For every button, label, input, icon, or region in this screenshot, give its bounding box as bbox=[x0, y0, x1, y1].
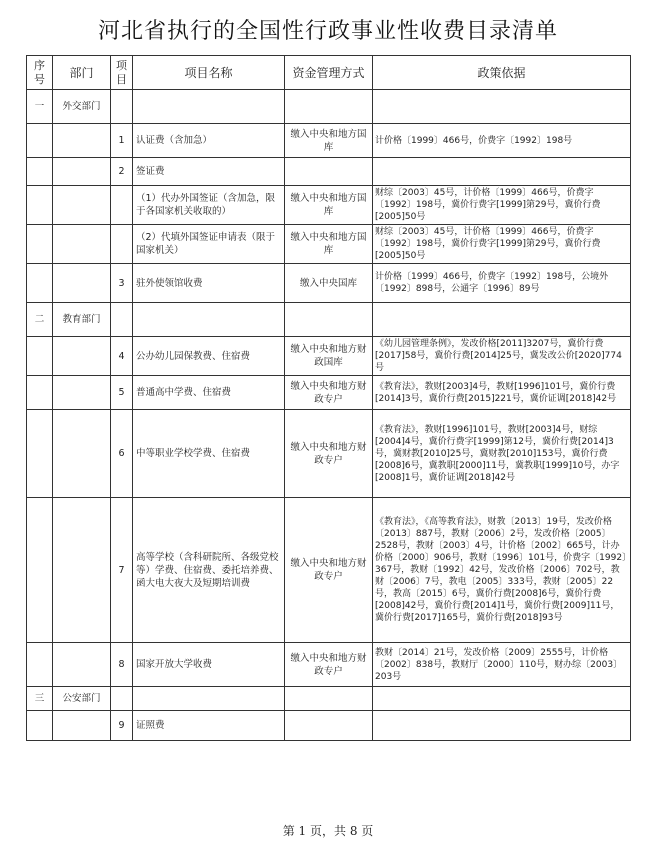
row-item-no: 6 bbox=[111, 410, 133, 498]
row-dept: 教育部门 bbox=[53, 303, 111, 337]
row-policy: 财综〔2003〕45号，计价格〔1999〕466号，价费字〔1992〕198号，冀价行费字[1999]第29号，冀价行费[2005]50号 bbox=[373, 186, 631, 225]
row-item-name: 国家开放大学收费 bbox=[133, 643, 285, 687]
row-policy: 《教育法》，教财[2003]4号，教财[1996]101号，冀价行费[2014]3号，冀价行费[2015]221号，冀价证调[2018]42号 bbox=[373, 376, 631, 410]
row-item-name: 普通高中学费、住宿费 bbox=[133, 376, 285, 410]
row-item-no bbox=[111, 90, 133, 124]
row-fund-mgmt bbox=[285, 90, 373, 124]
row-policy bbox=[373, 687, 631, 711]
row-policy bbox=[373, 90, 631, 124]
header-policy: 政策依据 bbox=[373, 56, 631, 90]
table-row bbox=[27, 264, 631, 303]
row-dept bbox=[53, 186, 111, 225]
row-item-name: 证照费 bbox=[133, 711, 285, 741]
row-fund-mgmt: 缴入中央和地方财政专户 bbox=[285, 376, 373, 410]
row-dept: 公安部门 bbox=[53, 687, 111, 711]
row-dept bbox=[53, 498, 111, 643]
row-item-name: 驻外使领馆收费 bbox=[133, 264, 285, 303]
table-row bbox=[27, 303, 631, 337]
row-seq: 二 bbox=[27, 303, 53, 337]
row-fund-mgmt bbox=[285, 303, 373, 337]
row-item-name: 中等职业学校学费、住宿费 bbox=[133, 410, 285, 498]
row-fund-mgmt: 缴入中央和地方财政专户 bbox=[285, 498, 373, 643]
table-row bbox=[27, 687, 631, 711]
row-fund-mgmt: 缴入中央和地方财政专户 bbox=[285, 643, 373, 687]
row-seq bbox=[27, 158, 53, 186]
row-policy: 计价格〔1999〕466号，价费字〔1992〕198号 bbox=[373, 124, 631, 158]
header-fund-mgmt: 资金管理方式 bbox=[285, 56, 373, 90]
row-item-no bbox=[111, 303, 133, 337]
row-policy: 《教育法》，教财[1996]101号，教财[2003]4号，财综[2004]4号，冀价行费字[1999]第12号，冀价行费[2014]3号，冀财教[2010]25号，冀财教[2010]153号，冀价行费[2008]6号，冀教职[2000]11号，冀教职[1999]10号，办字[2008]1号，冀价证调[2018]42号 bbox=[373, 410, 631, 498]
row-item-no: 8 bbox=[111, 643, 133, 687]
header-item-name: 项目名称 bbox=[133, 56, 285, 90]
row-policy: 计价格〔1999〕466号，价费字〔1992〕198号，公境外〔1992〕898号，公通字〔1996〕89号 bbox=[373, 264, 631, 303]
row-seq bbox=[27, 711, 53, 741]
table-row bbox=[27, 124, 631, 158]
row-item-name: （2）代填外国签证申请表（限于国家机关） bbox=[133, 225, 285, 264]
row-item-name bbox=[133, 90, 285, 124]
row-fund-mgmt: 缴入中央和地方国库 bbox=[285, 186, 373, 225]
row-seq bbox=[27, 410, 53, 498]
row-item-no bbox=[111, 687, 133, 711]
row-item-no: 2 bbox=[111, 158, 133, 186]
row-dept bbox=[53, 337, 111, 376]
row-policy: 财综〔2003〕45号，计价格〔1999〕466号，价费字〔1992〕198号，冀价行费字[1999]第29号，冀价行费[2005]50号 bbox=[373, 225, 631, 264]
row-dept: 外交部门 bbox=[53, 90, 111, 124]
row-item-name bbox=[133, 303, 285, 337]
row-dept bbox=[53, 158, 111, 186]
row-fund-mgmt: 缴入中央和地方财政国库 bbox=[285, 337, 373, 376]
table-row bbox=[27, 337, 631, 376]
row-item-name bbox=[133, 687, 285, 711]
table-row bbox=[27, 90, 631, 124]
row-dept bbox=[53, 376, 111, 410]
row-fund-mgmt bbox=[285, 711, 373, 741]
row-policy: 《幼儿园管理条例》，发改价格[2011]3207号，冀价行费[2017]58号，冀价行费[2014]25号，冀发改公价[2020]774号 bbox=[373, 337, 631, 376]
row-policy bbox=[373, 711, 631, 741]
row-item-name: 高等学校（含科研院所、各级党校等）学费、住宿费、委托培养费、函大电大夜大及短期培训费 bbox=[133, 498, 285, 643]
row-dept bbox=[53, 264, 111, 303]
page-title: 河北省执行的全国性行政事业性收费目录清单 bbox=[97, 19, 558, 44]
row-fund-mgmt bbox=[285, 687, 373, 711]
row-item-no bbox=[111, 225, 133, 264]
table-row bbox=[27, 225, 631, 264]
row-seq bbox=[27, 376, 53, 410]
row-item-name: （1）代办外国签证（含加急，限于各国家机关收取的） bbox=[133, 186, 285, 225]
header-dept: 部门 bbox=[53, 56, 111, 90]
row-dept bbox=[53, 711, 111, 741]
row-seq bbox=[27, 264, 53, 303]
table-row bbox=[27, 711, 631, 741]
row-seq: 三 bbox=[27, 687, 53, 711]
table-header-row bbox=[27, 56, 631, 90]
row-policy: 教财〔2014〕21号，发改价格〔2009〕2555号，计价格〔2002〕838号，教财厅〔2000〕110号，财办综〔2003〕203号 bbox=[373, 643, 631, 687]
row-dept bbox=[53, 410, 111, 498]
table-row bbox=[27, 376, 631, 410]
row-policy bbox=[373, 303, 631, 337]
table-row bbox=[27, 158, 631, 186]
row-seq bbox=[27, 225, 53, 264]
row-fund-mgmt: 缴入中央和地方国库 bbox=[285, 124, 373, 158]
row-fund-mgmt bbox=[285, 158, 373, 186]
row-item-name: 认证费（含加急） bbox=[133, 124, 285, 158]
row-dept bbox=[53, 124, 111, 158]
row-dept bbox=[53, 643, 111, 687]
row-seq bbox=[27, 337, 53, 376]
row-item-no: 1 bbox=[111, 124, 133, 158]
row-item-no bbox=[111, 186, 133, 225]
header-item-no: 项目 bbox=[111, 56, 133, 90]
row-policy bbox=[373, 158, 631, 186]
page-footer: 第 1 页，共 8 页 bbox=[282, 824, 374, 838]
row-item-no: 5 bbox=[111, 376, 133, 410]
row-fund-mgmt: 缴入中央国库 bbox=[285, 264, 373, 303]
table-row bbox=[27, 498, 631, 643]
row-item-no: 3 bbox=[111, 264, 133, 303]
row-item-name: 公办幼儿园保教费、住宿费 bbox=[133, 337, 285, 376]
table-row bbox=[27, 186, 631, 225]
row-seq bbox=[27, 124, 53, 158]
row-dept bbox=[53, 225, 111, 264]
row-policy: 《教育法》，《高等教育法》，财教〔2013〕19号，发改价格〔2013〕887号，教财〔2006〕2号，发改价格〔2005〕2528号，教财〔2003〕4号，计价格〔2002〕665号，计办价格〔2000〕906号，教财〔1996〕101号，价费字〔1992〕367号，教财〔1992〕42号，发改价格〔2006〕702号，教财〔2006〕7号，教电〔2005〕333号，教财〔2005〕22号，教高〔2015〕6号，冀价行费[2008]6号，冀价行费[2008]42号，冀价行费[2014]1号，冀价行费[2009]11号，冀价行费[2017]165号，冀价行费[2018]93号 bbox=[373, 498, 631, 643]
row-item-no: 7 bbox=[111, 498, 133, 643]
row-fund-mgmt: 缴入中央和地方财政专户 bbox=[285, 410, 373, 498]
row-item-no: 4 bbox=[111, 337, 133, 376]
row-seq bbox=[27, 498, 53, 643]
header-seq: 序号 bbox=[27, 56, 53, 90]
row-item-name: 签证费 bbox=[133, 158, 285, 186]
table-row bbox=[27, 410, 631, 498]
row-seq bbox=[27, 643, 53, 687]
fee-catalog-table bbox=[26, 55, 631, 741]
row-seq bbox=[27, 186, 53, 225]
row-item-no: 9 bbox=[111, 711, 133, 741]
row-seq: 一 bbox=[27, 90, 53, 124]
table-row bbox=[27, 643, 631, 687]
row-fund-mgmt: 缴入中央和地方国库 bbox=[285, 225, 373, 264]
